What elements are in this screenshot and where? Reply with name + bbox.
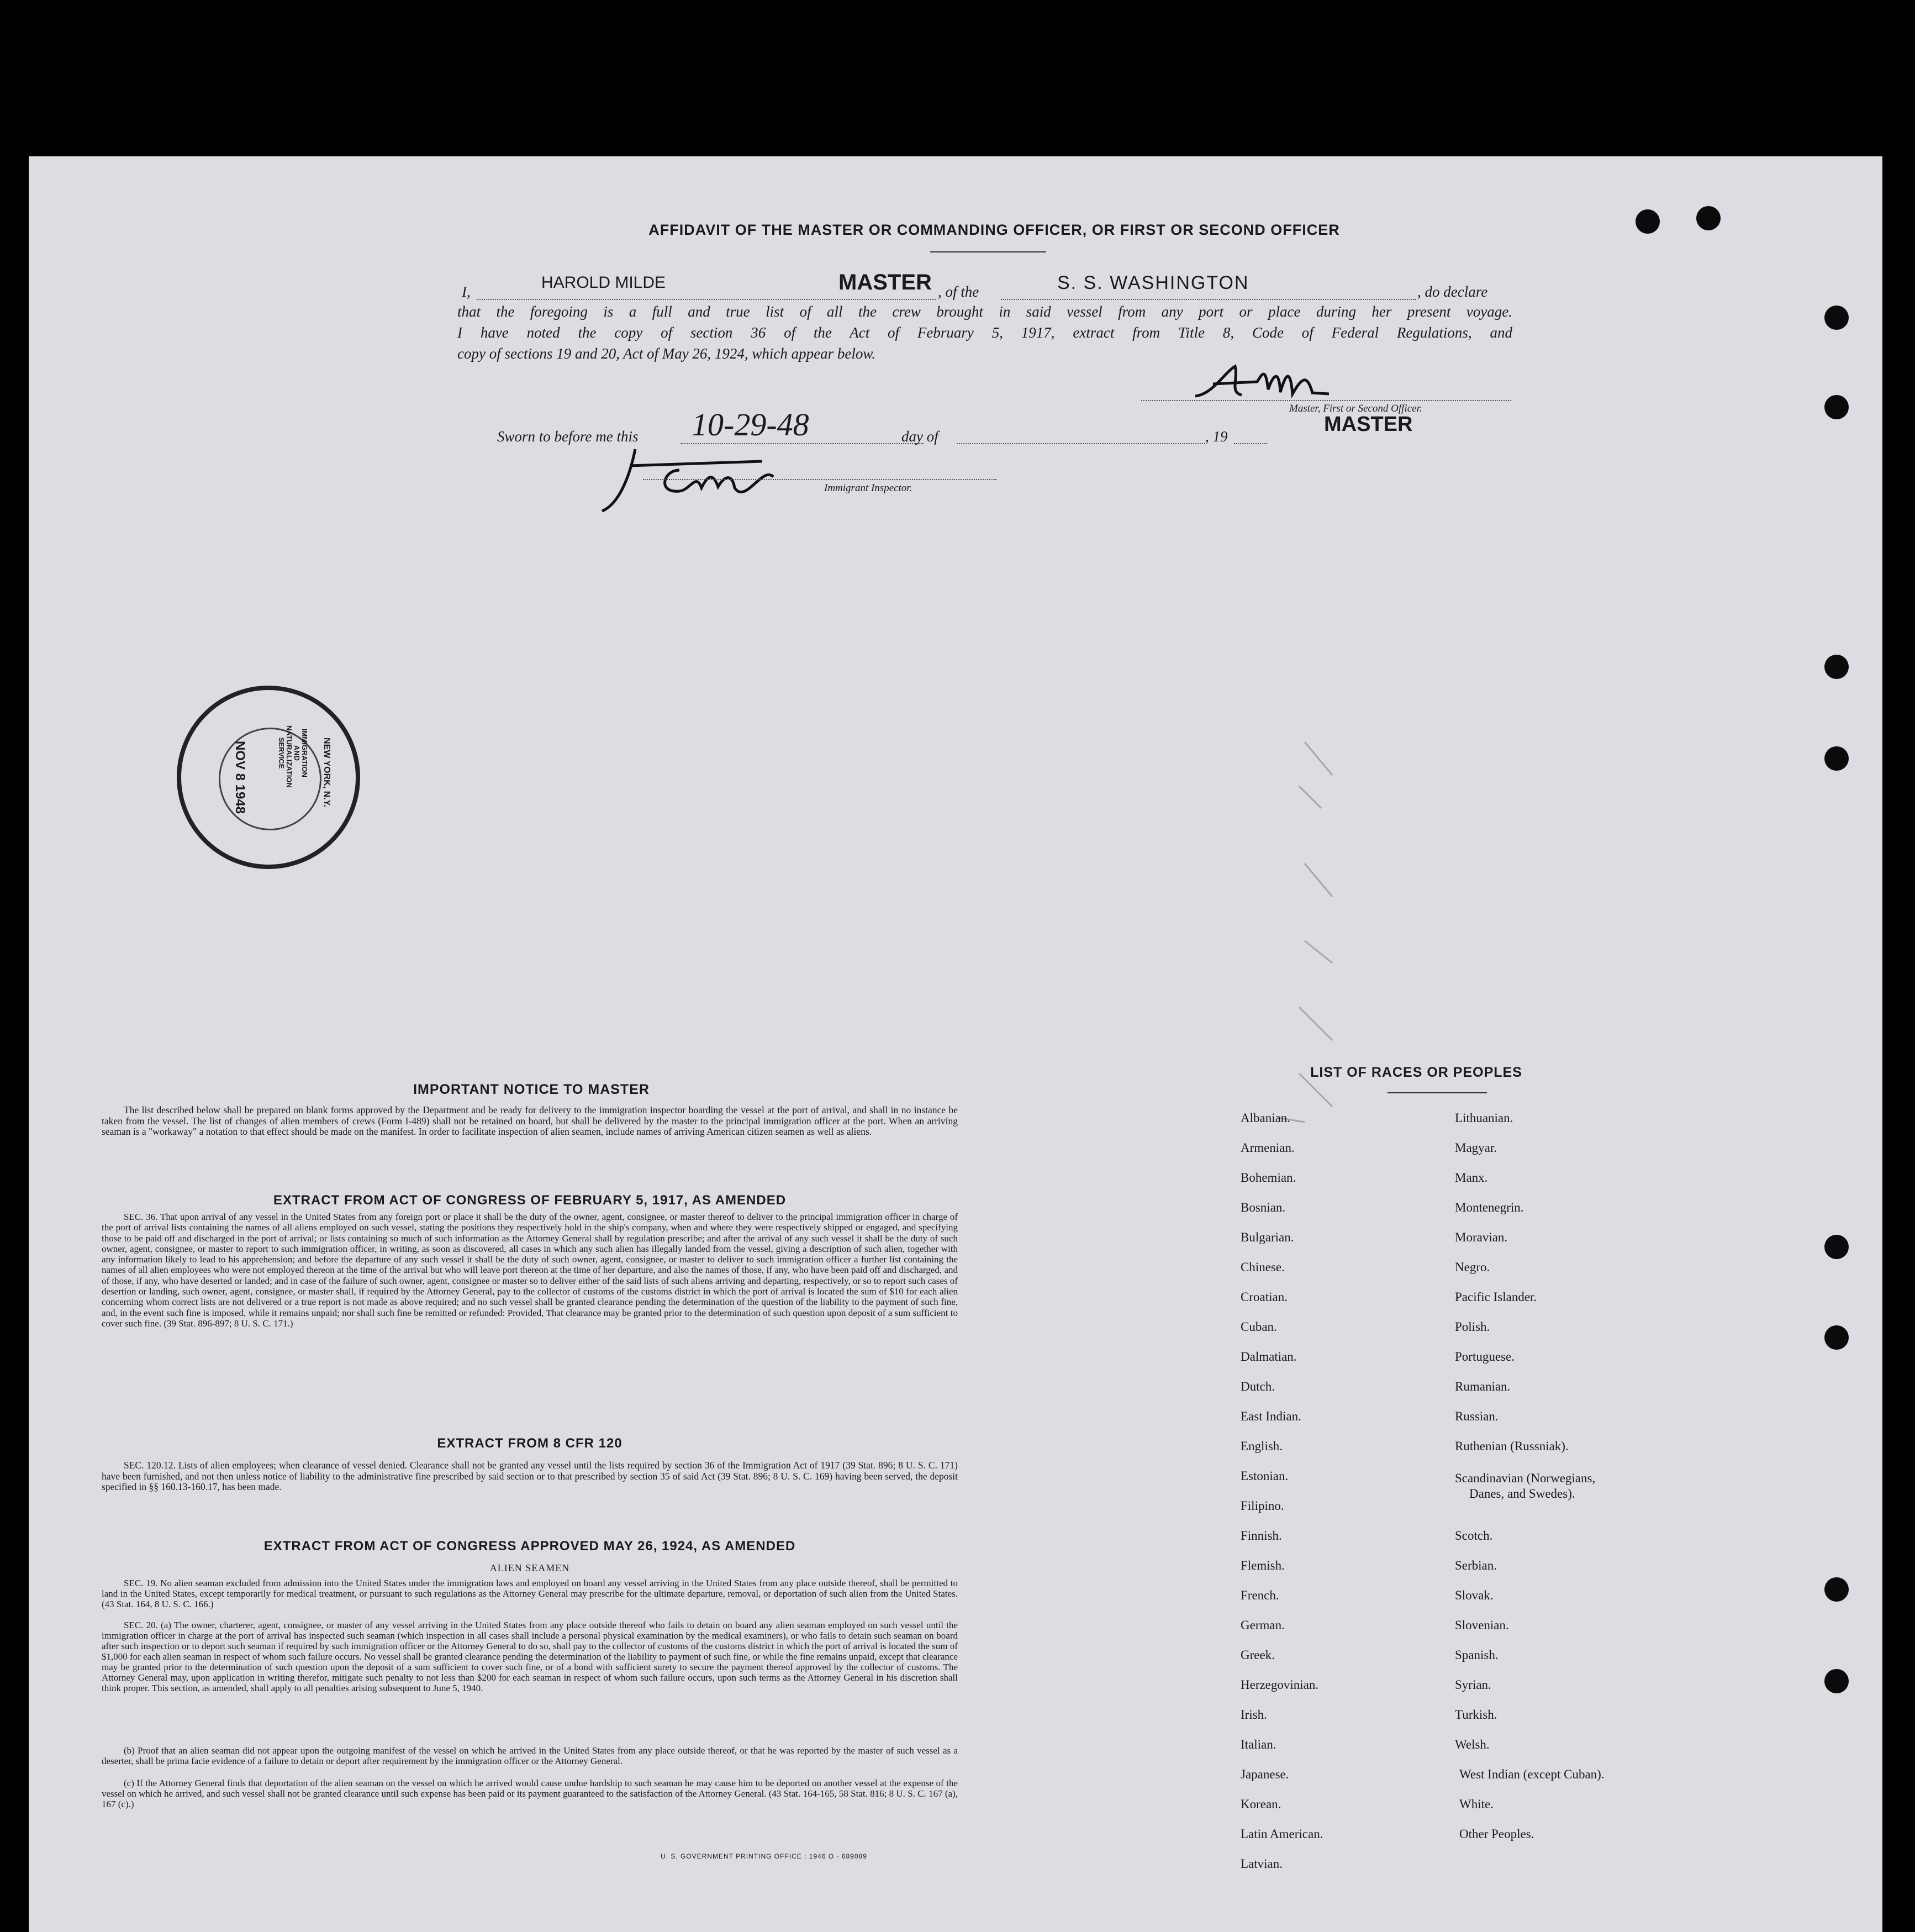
- race-item: Manx.: [1455, 1171, 1488, 1185]
- race-item: German.: [1241, 1618, 1285, 1632]
- race-item: Herzegovinian.: [1241, 1678, 1319, 1692]
- race-item: Flemish.: [1241, 1559, 1285, 1572]
- scanner-background: [0, 0, 1915, 156]
- title-underline: [930, 251, 1046, 252]
- race-item: Danes, and Swedes).: [1469, 1487, 1575, 1501]
- race-item: Montenegrin.: [1455, 1201, 1524, 1214]
- sworn-date: 10-29-48: [692, 407, 809, 443]
- sworn-label: Sworn to before me this: [497, 428, 639, 445]
- punch-hole: [1824, 1235, 1849, 1259]
- race-item: Serbian.: [1455, 1559, 1497, 1572]
- extract-1924-subtitle: ALIEN SEAMEN: [489, 1562, 570, 1573]
- race-item: Rumanian.: [1455, 1380, 1511, 1393]
- race-item: Latin American.: [1241, 1827, 1323, 1841]
- race-item: Dalmatian.: [1241, 1350, 1297, 1364]
- race-item: English.: [1241, 1439, 1283, 1453]
- notice-title: IMPORTANT NOTICE TO MASTER: [413, 1082, 650, 1097]
- race-item: Scotch.: [1455, 1529, 1493, 1543]
- race-item: Finnish.: [1241, 1529, 1282, 1543]
- extract-cfr-body: SEC. 120.12. Lists of alien employees; when clearance of vessel denied. Clearance shall not be granted any vessel until the lists required by section 36 of the Immigration Act of 1917 (39 Stat. 896; 8 U. S. C. 171) have been furnished, and not then unless notice of liability to the administrative fine prescribed by said section or to that prescribed by section 35 of said Act (39 Stat. 896; 8 U. S. C. 169) having been served, the deposit specified in §§ 160.13-160.17, has been made.: [102, 1460, 958, 1492]
- race-item: Lithuanian.: [1455, 1111, 1513, 1125]
- extract-1924-sec19: SEC. 19. No alien seaman excluded from admission into the United States under the immigration laws and employed on board any vessel arriving in the United States from any place outside thereof, shall be permitted to land in the United States, except temporarily for medical treatment, or pursuant to such regulations as the Attorney General may prescribe for the ultimate departure, removal, or deportation of such alien from the United States. (43 Stat. 164, 8 U. S. C. 166.): [102, 1578, 958, 1609]
- punch-hole: [1636, 209, 1660, 234]
- race-item: Ruthenian (Russniak).: [1455, 1439, 1569, 1453]
- extract-1924-sec20b: (b) Proof that an alien seaman did not appear upon the outgoing manifest of the vessel on which he arrived in the United States from any place outside thereof, or that he was reported by the master of such vessel as a deserter, shall be prima facie evidence of a failure to detain or deport after requirement by the immigration officer or the Attorney General.: [102, 1745, 958, 1766]
- race-item: Cuban.: [1241, 1320, 1277, 1334]
- notice-body: The list described below shall be prepared on blank forms approved by the Department and be ready for delivery to the immigration inspector boarding the vessel at the port of arrival, and shall in no instance be taken from the vessel. The list of changes of alien members of crews (Form I-489) shall not be retained on board, but shall be delivered by the master to the principal immigration officer at the port. When an arriving seaman is a "workaway" a notation to that effect should be made on the manifest. In order to facilitate inspection of alien seamen, include names of arriving American citizen seamen as well as aliens.: [102, 1104, 958, 1137]
- stamp-agency: IMMIGRATION AND NATURALIZATION SERVICE: [277, 725, 309, 788]
- race-item: Slovak.: [1455, 1588, 1494, 1602]
- punch-hole: [1824, 306, 1849, 330]
- race-item: Bohemian.: [1241, 1171, 1296, 1185]
- extract-cfr-title: EXTRACT FROM 8 CFR 120: [437, 1436, 622, 1451]
- affidavit-title: AFFIDAVIT OF THE MASTER OR COMMANDING OFFICER, OR FIRST OR SECOND OFFICER: [648, 222, 1340, 238]
- extract-1917-body: SEC. 36. That upon arrival of any vessel in the United States from any foreign port or place it shall be the duty of the owner, agent, consignee, or master thereof to deliver to the principal immigration officer in charge of the port of arrival lists containing the names of all aliens employed on such vessel, stating the positions they respectively hold in the ship's company, when and where they were respectively shipped or engaged, and specifying those to be paid off and discharged in the port of arrival; or lists containing so much of such information as the Attorney General shall by regulation prescribe; and after the arrival of any such vessel it shall be the duty of such owner, agent, consignee, or master to report to such immigration officer, in writing, as soon as discovered, all cases in which any such alien has illegally landed from the vessel, giving a description of such alien, together with any information likely to lead to his apprehension; and before the departure of any such vessel it shall be the duty of such owner, agent, consignee, or master to deliver to such immigration officer a further list containing the names of all alien employees who were not employed thereon at the time of the arrival but who will leave port thereon at the time of her departure, and also the names of those, if any, who have been paid off and discharged, and of those, if any, who have deserted or landed; and in case of the failure of such owner, agent, consignee or master so to deliver either of the said lists of such aliens arriving and departing, respectively, or so to report such cases of desertion or landing, such owner, agent, consignee, or master shall, if required by the Attorney General, pay to the collector of customs of the customs district in which the port of arrival is located the sum of $10 for each alien concerning whom correct lists are not delivered or a true report is not made as above required; and no such vessel shall be granted clearance pending the determination of the question of the liability to the payment of such fine, and, in the event such fine is imposed, while it remains unpaid; nor shall such fine be remitted or refunded: Provided, That clearance may be granted prior to the determination of such question upon deposit of a sum sufficient to cover such fine. (39 Stat. 896-897; 8 U. S. C. 171.): [102, 1212, 958, 1329]
- race-item: Slovenian.: [1455, 1618, 1509, 1632]
- month-dotted-line: [957, 443, 1205, 444]
- punch-hole: [1696, 206, 1721, 230]
- inspector-dotted-line: [643, 479, 996, 480]
- race-item: Welsh.: [1455, 1738, 1490, 1751]
- extract-1924-title: EXTRACT FROM ACT OF CONGRESS APPROVED MAY 26, 1924, AS AMENDED: [263, 1539, 796, 1554]
- race-item: Pacific Islander.: [1455, 1290, 1537, 1304]
- race-item: Estonian.: [1241, 1469, 1289, 1483]
- signature-rank-stamp: MASTER: [1324, 413, 1413, 436]
- stamp-place: NEW YORK, N.Y.: [321, 738, 331, 807]
- race-item: Syrian.: [1455, 1678, 1491, 1692]
- race-item: Bosnian.: [1241, 1201, 1286, 1214]
- affidavit-line-4: copy of sections 19 and 20, Act of May 26, 1924, which appear below.: [457, 345, 876, 362]
- do-declare-label: , do declare: [1417, 283, 1488, 300]
- race-item: Latvian.: [1241, 1857, 1283, 1871]
- race-item: Turkish.: [1455, 1708, 1497, 1722]
- race-item: French.: [1241, 1588, 1279, 1602]
- punch-hole: [1824, 395, 1849, 419]
- of-the-label: , of the: [938, 283, 979, 300]
- race-item: Chinese.: [1241, 1260, 1285, 1274]
- day-of-label: day of: [901, 428, 938, 445]
- punch-hole: [1824, 1577, 1849, 1602]
- immigration-date-stamp: [177, 686, 360, 869]
- officer-name: HAROLD MILDE: [541, 273, 666, 292]
- extract-1924-sec20c: (c) If the Attorney General finds that deportation of the alien seaman on the vessel on which he arrived would cause undue hardship to such seaman he may cause him to be deported on another vessel at the expense of the vessel on which he arrived, and such vessel shall not be granted clearance until such expense has been paid or its payment guaranteed to the satisfaction of the Attorney General. (43 Stat. 164-165, 58 Stat. 816; 8 U. S. C. 167 (a), 167 (c).): [102, 1778, 958, 1809]
- signature-caption: Master, First or Second Officer.: [1289, 403, 1422, 414]
- race-item: Irish.: [1241, 1708, 1267, 1722]
- race-item: Portuguese.: [1455, 1350, 1515, 1364]
- vessel-dotted-line: [1001, 299, 1416, 300]
- race-item: Albanian.: [1241, 1111, 1291, 1125]
- race-item: Korean.: [1241, 1797, 1281, 1811]
- signature-dotted-line: [1141, 400, 1511, 401]
- race-item: Armenian.: [1241, 1141, 1295, 1155]
- printer-imprint: U. S. GOVERNMENT PRINTING OFFICE : 1946 O - 689089: [661, 1852, 867, 1860]
- race-item: Spanish.: [1455, 1648, 1499, 1662]
- race-item: Russian.: [1455, 1409, 1499, 1423]
- affidavit-i: I,: [462, 283, 471, 300]
- race-item: Japanese.: [1241, 1767, 1289, 1781]
- race-item: Greek.: [1241, 1648, 1275, 1662]
- vessel-name: S. S. WASHINGTON: [1057, 272, 1249, 293]
- race-item: Italian.: [1241, 1738, 1276, 1751]
- extract-1917-title: EXTRACT FROM ACT OF CONGRESS OF FEBRUARY 5, 1917, AS AMENDED: [273, 1193, 787, 1208]
- inspector-caption: Immigrant Inspector.: [824, 482, 912, 494]
- document-sheet: [29, 156, 1882, 1932]
- race-item: Negro.: [1455, 1260, 1490, 1274]
- year-label: , 19: [1205, 428, 1228, 445]
- year-dotted-line: [1234, 443, 1267, 444]
- race-item: Magyar.: [1455, 1141, 1497, 1155]
- punch-hole: [1824, 1669, 1849, 1693]
- race-item: Moravian.: [1455, 1230, 1508, 1244]
- race-item: Bulgarian.: [1241, 1230, 1294, 1244]
- race-item: Scandinavian (Norwegians,: [1455, 1471, 1596, 1485]
- officer-rank: MASTER: [838, 270, 932, 294]
- race-item: West Indian (except Cuban).: [1459, 1767, 1605, 1781]
- rank-dotted-line: [477, 299, 936, 300]
- stamp-date: NOV 8 1948: [233, 740, 248, 814]
- extract-1924-sec20a: SEC. 20. (a) The owner, charterer, agent, consignee, or master of any vessel arriving in the United States from any place outside thereof who fails to detain on board any alien seaman employed on such vessel until the immigration officer in charge at the port of arrival has inspected such seaman (which inspection in all cases shall include a personal physical examination by the medical examiners), or who fails to detain such seaman on board after such inspection or to deport such seaman if required by such immigration officer or the Attorney General to do so, shall pay to the collector of customs of the customs district in which the port of arrival is located the sum of $1,000 for each alien seaman in respect of whom such failure occurs. No vessel shall be granted clearance pending the determination of the liability to payment of such fine, or while the fine remains unpaid, except that clearance may be granted prior to the determination of such question upon the deposit of a sum sufficient to cover such fine, or of a bond with sufficient surety to secure the payment thereof approved by the collector of customs. The Attorney General may, upon application in writing therefor, mitigate such penalty to not less than $200 for each seaman in respect of whom such failure occurs, upon such terms as the Attorney General in his discretion shall think proper. This section, as amended, shall apply to all penalties arising subsequent to June 5, 1940.: [102, 1620, 958, 1693]
- races-title: LIST OF RACES OR PEOPLES: [1310, 1065, 1522, 1080]
- races-title-underline: [1388, 1092, 1487, 1093]
- punch-hole: [1824, 1325, 1849, 1350]
- race-item: Other Peoples.: [1459, 1827, 1534, 1841]
- master-signature: [1191, 362, 1379, 406]
- race-item: White.: [1459, 1797, 1494, 1811]
- race-item: Croatian.: [1241, 1290, 1288, 1304]
- race-item: East Indian.: [1241, 1409, 1301, 1423]
- race-item: Polish.: [1455, 1320, 1490, 1334]
- affidavit-line-3: I have noted the copy of section 36 of the Act of February 5, 1917, extract from Title 8, Code of Federal Regulations, and: [457, 324, 1512, 341]
- race-item: Dutch.: [1241, 1380, 1275, 1393]
- affidavit-line-2: that the foregoing is a full and true list of all the crew brought in said vessel from any port or place during her present voyage.: [457, 303, 1512, 320]
- race-item: Filipino.: [1241, 1499, 1284, 1513]
